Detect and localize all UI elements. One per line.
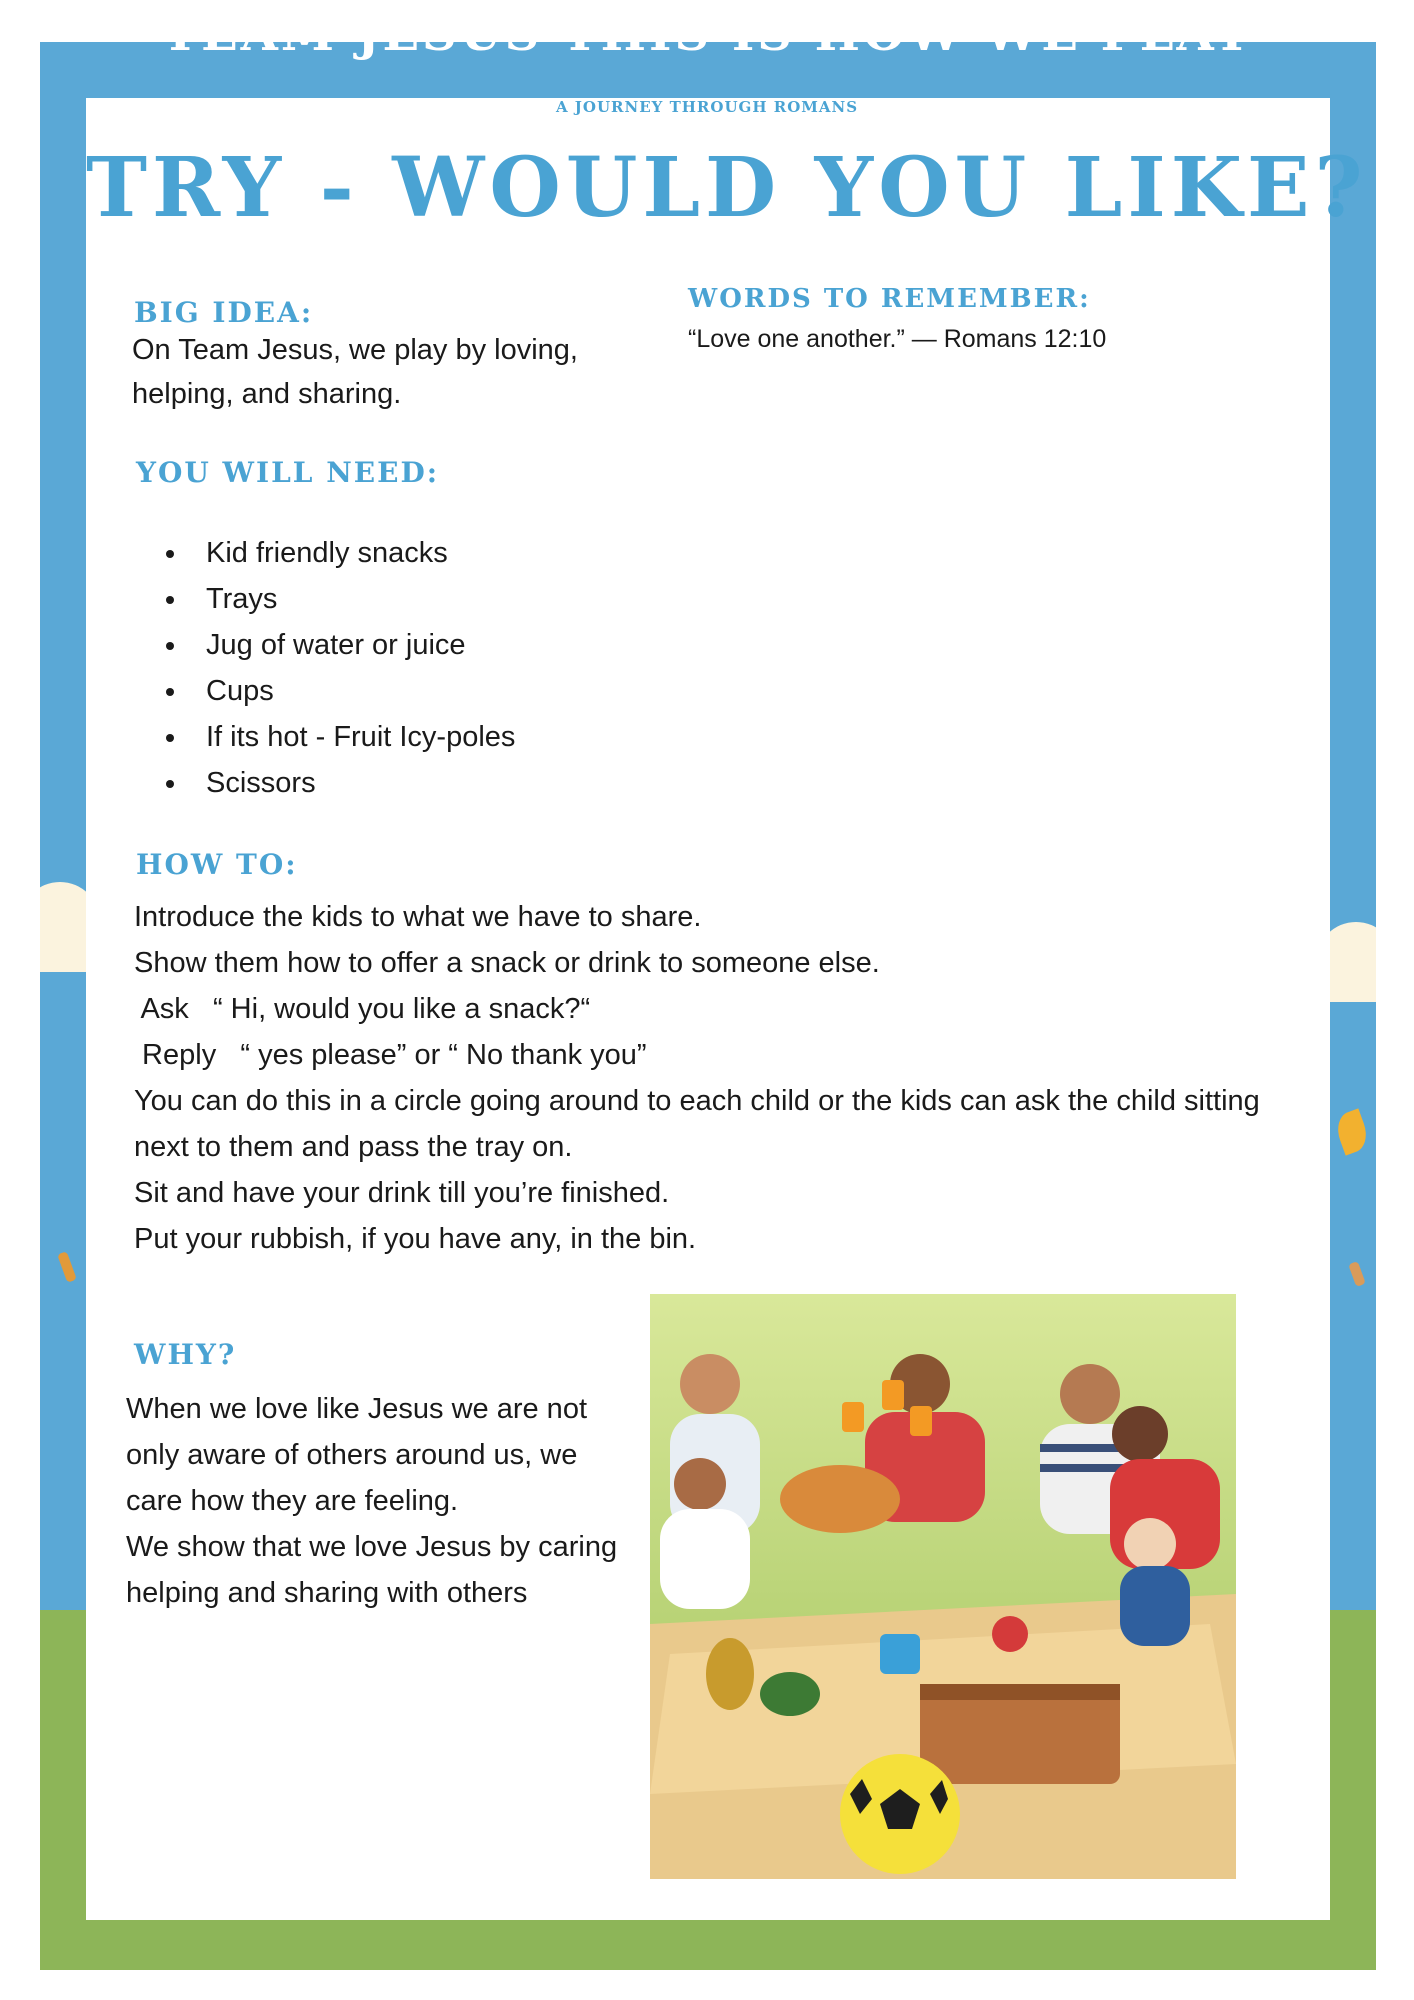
sun-ray-decoration [57, 1251, 77, 1283]
list-item: Cups [166, 668, 515, 714]
supplies-list [166, 530, 515, 806]
memory-verse: “Love one another.” — Romans 12:10 [688, 325, 1107, 353]
instruction-line: Reply “ yes please” or “ No thank you” [134, 1039, 647, 1071]
page-title: TRY - WOULD YOU LIKE? [86, 140, 1368, 236]
instruction-line: Show them how to offer a snack or drink to someone else. [134, 947, 880, 979]
how-to-instructions [134, 894, 1294, 1262]
why-line: We show that we love Jesus by caring helping and sharing with others [126, 1531, 618, 1609]
header-subtitle: A JOURNEY THROUGH ROMANS [555, 98, 859, 116]
list-item: If its hot - Fruit Icy-poles [166, 714, 515, 760]
you-will-need-heading: YOU WILL NEED: [136, 456, 440, 489]
list-item: Jug of water or juice [166, 622, 515, 668]
instruction-line: Introduce the kids to what we have to share. [134, 901, 702, 933]
big-idea-text: On Team Jesus, we play by loving, helping, and sharing. [132, 334, 578, 410]
list-item: Kid friendly snacks [166, 530, 515, 576]
list-item: Scissors [166, 760, 515, 806]
picnic-illustration [650, 1294, 1236, 1879]
big-idea-heading: BIG IDEA: [134, 296, 314, 329]
why-text [126, 1386, 626, 1616]
instruction-line: Sit and have your drink till you’re finished. [134, 1177, 670, 1209]
header-title: TEAM JESUS THIS IS HOW WE PLAY [162, 6, 1252, 62]
why-heading: WHY? [134, 1338, 237, 1371]
list-item: Trays [166, 576, 515, 622]
why-line: When we love like Jesus we are not only aware of others around us, we care how they are feeling. [126, 1393, 587, 1517]
how-to-heading: HOW TO: [136, 848, 298, 881]
family-picnic-photo [650, 1294, 1236, 1879]
instruction-line: Put your rubbish, if you have any, in the bin. [134, 1223, 697, 1255]
content-panel [86, 98, 1368, 1920]
instruction-line: Ask “ Hi, would you like a snack?“ [134, 993, 591, 1025]
leaf-decoration [1332, 1108, 1372, 1155]
instruction-line: You can do this in a circle going around to each child or the kids can ask the child sitting next to them and pass the tray on. [134, 1085, 1260, 1163]
sun-ray-decoration [1348, 1261, 1366, 1287]
words-to-remember-heading: WORDS TO REMEMBER: [688, 284, 1091, 314]
